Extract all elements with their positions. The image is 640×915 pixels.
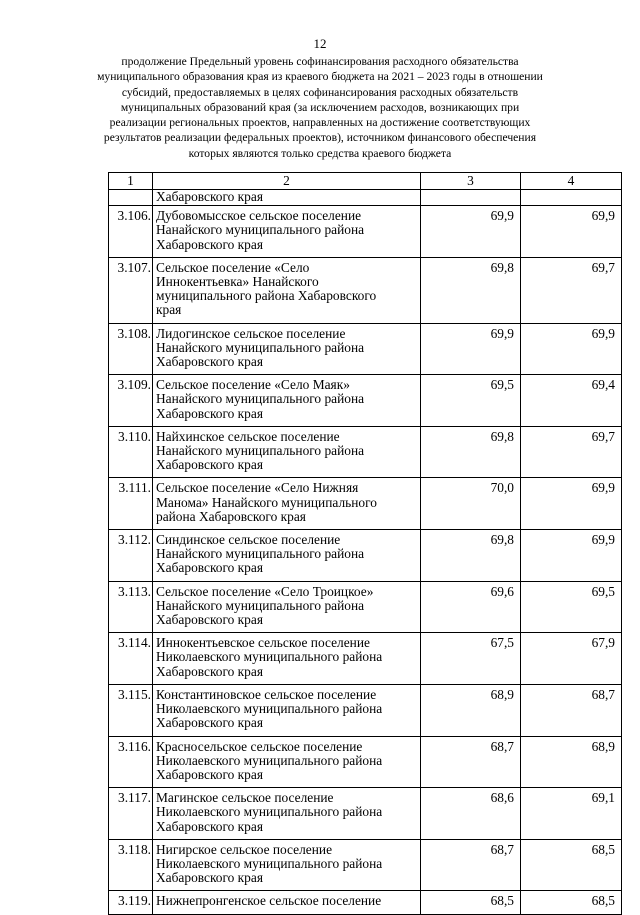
municipality-name xyxy=(153,190,421,206)
name-line: Красносельское сельское поселение xyxy=(156,738,363,754)
name-line: Синдинское сельское поселение xyxy=(156,532,341,548)
heading-line: субсидий, предоставляемых в целях софинансирования расходных обязательств xyxy=(121,85,519,99)
name-line: Нигирское сельское поселение xyxy=(156,841,333,857)
row-number: 3.109. xyxy=(109,375,153,427)
table-row xyxy=(109,684,622,736)
name-line: Константиновское сельское поселение xyxy=(156,686,377,702)
value-cell xyxy=(521,190,622,206)
municipality-name xyxy=(153,788,421,840)
name-line: Николаевского муниципального района xyxy=(156,804,383,820)
value-2021: 69,9 xyxy=(421,323,521,375)
column-number: 1 xyxy=(109,173,153,190)
table-row xyxy=(109,257,622,323)
name-line: Хабаровского края xyxy=(156,612,263,628)
row-number: 3.111. xyxy=(109,478,153,530)
value-2021: 68,6 xyxy=(421,788,521,840)
table-row xyxy=(109,736,622,788)
continuation-row xyxy=(109,190,622,206)
name-line: Иннокентьевское сельское поселение xyxy=(156,635,370,651)
table-row xyxy=(109,581,622,633)
table-row xyxy=(109,891,622,914)
name-line: Лидогинское сельское поселение xyxy=(156,325,346,341)
municipality-name xyxy=(153,257,421,323)
name-line: Николаевского муниципального района xyxy=(156,701,383,717)
name-line: Хабаровского края xyxy=(156,766,263,782)
value-2021: 68,9 xyxy=(421,684,521,736)
heading-line: муниципальных образований края (за исключением расходов, возникающих при xyxy=(120,100,520,114)
municipality-name xyxy=(153,375,421,427)
row-number: 3.114. xyxy=(109,633,153,685)
name-line: Хабаровского края xyxy=(156,189,263,204)
value-2022: 68,5 xyxy=(521,839,622,891)
subsidy-table xyxy=(108,172,622,915)
table-row xyxy=(109,839,622,891)
value-2021: 69,8 xyxy=(421,530,521,582)
name-line: района Хабаровского края xyxy=(156,508,306,524)
heading-line: которых являются только средства краевого бюджета xyxy=(188,146,452,160)
value-2022: 69,9 xyxy=(521,530,622,582)
value-2021: 68,7 xyxy=(421,736,521,788)
name-line: Нанайского муниципального района xyxy=(156,597,365,613)
value-2021: 69,9 xyxy=(421,206,521,258)
value-2021: 69,5 xyxy=(421,375,521,427)
municipality-name xyxy=(153,323,421,375)
value-2022: 68,5 xyxy=(521,891,622,914)
value-2021: 69,8 xyxy=(421,426,521,478)
name-line: Хабаровского края xyxy=(156,236,263,252)
name-line: Нанайского муниципального района xyxy=(156,443,365,459)
row-number: 3.118. xyxy=(109,839,153,891)
value-2022: 69,9 xyxy=(521,206,622,258)
name-line: Нанайского муниципального района xyxy=(156,391,365,407)
name-line: Хабаровского края xyxy=(156,715,263,731)
table-row xyxy=(109,530,622,582)
column-number: 2 xyxy=(153,173,421,190)
value-2021: 67,5 xyxy=(421,633,521,685)
municipality-name xyxy=(153,530,421,582)
heading-line: реализации региональных проектов, направленных на достижение соответствующих xyxy=(109,116,531,130)
value-2022: 69,9 xyxy=(521,478,622,530)
heading-line: продолжение Предельный уровень софинансирования расходного обязательства xyxy=(121,55,519,68)
value-2022: 69,9 xyxy=(521,323,622,375)
value-cell xyxy=(421,190,521,206)
heading-line: результатов реализации федеральных проектов), источником финансового обеспечения xyxy=(103,131,537,145)
name-line: Николаевского муниципального района xyxy=(156,855,383,871)
name-line: Сельское поселение «Село Троицкое» xyxy=(156,583,374,599)
value-2022: 69,1 xyxy=(521,788,622,840)
table-row xyxy=(109,788,622,840)
row-number: 3.112. xyxy=(109,530,153,582)
table-row xyxy=(109,478,622,530)
name-line: Дубовомысское сельское поселение xyxy=(156,208,362,224)
name-line: Иннокентьевка» Нанайского xyxy=(156,274,319,290)
name-line: Николаевского муниципального района xyxy=(156,649,383,665)
column-number-row xyxy=(109,173,622,190)
row-number: 3.115. xyxy=(109,684,153,736)
column-number: 3 xyxy=(421,173,521,190)
name-line: Нижнепронгенское сельское поселение xyxy=(156,893,382,909)
row-number: 3.117. xyxy=(109,788,153,840)
name-line: Сельское поселение «Село Нижняя xyxy=(156,480,359,496)
value-2022: 69,7 xyxy=(521,257,622,323)
row-number: 3.119. xyxy=(109,891,153,914)
value-2022: 68,7 xyxy=(521,684,622,736)
municipality-name xyxy=(153,478,421,530)
value-2022: 69,5 xyxy=(521,581,622,633)
value-2021: 70,0 xyxy=(421,478,521,530)
value-2021: 68,7 xyxy=(421,839,521,891)
municipality-name xyxy=(153,736,421,788)
municipality-name xyxy=(153,426,421,478)
row-number: 3.113. xyxy=(109,581,153,633)
name-line: Магинское сельское поселение xyxy=(156,790,334,806)
name-line: муниципального района Хабаровского xyxy=(156,288,377,304)
value-2022: 67,9 xyxy=(521,633,622,685)
value-2022: 69,4 xyxy=(521,375,622,427)
row-number: 3.110. xyxy=(109,426,153,478)
table-row xyxy=(109,323,622,375)
name-line: Хабаровского края xyxy=(156,663,263,679)
table-row xyxy=(109,633,622,685)
value-2021: 69,6 xyxy=(421,581,521,633)
value-2022: 69,7 xyxy=(521,426,622,478)
name-line: Хабаровского края xyxy=(156,405,263,421)
document-heading xyxy=(95,54,545,161)
municipality-name xyxy=(153,206,421,258)
value-2021: 68,5 xyxy=(421,891,521,914)
page-number: 12 xyxy=(313,36,327,51)
name-line: Хабаровского края xyxy=(156,870,263,886)
row-number xyxy=(109,190,153,206)
row-number: 3.107. xyxy=(109,257,153,323)
municipality-name xyxy=(153,839,421,891)
municipality-name xyxy=(153,684,421,736)
name-line: Найхинское сельское поселение xyxy=(156,428,340,444)
row-number: 3.116. xyxy=(109,736,153,788)
name-line: Нанайского муниципального района xyxy=(156,546,365,562)
municipality-name xyxy=(153,581,421,633)
heading-line: муниципального образования края из краевого бюджета на 2021 – 2023 годы в отношении xyxy=(97,70,543,84)
municipality-name xyxy=(153,633,421,685)
row-number: 3.108. xyxy=(109,323,153,375)
name-line: Хабаровского края xyxy=(156,354,263,370)
table-row xyxy=(109,206,622,258)
value-2021: 69,8 xyxy=(421,257,521,323)
row-number: 3.106. xyxy=(109,206,153,258)
value-2022: 68,9 xyxy=(521,736,622,788)
table-row xyxy=(109,375,622,427)
name-line: Манома» Нанайского муниципального xyxy=(156,494,377,510)
name-line: края xyxy=(156,302,182,318)
name-line: Нанайского муниципального района xyxy=(156,339,365,355)
name-line: Хабаровского края xyxy=(156,560,263,576)
table-row xyxy=(109,426,622,478)
name-line: Сельское поселение «Село xyxy=(156,259,310,275)
name-line: Сельское поселение «Село Маяк» xyxy=(156,377,350,393)
name-line: Хабаровского края xyxy=(156,818,263,834)
name-line: Николаевского муниципального района xyxy=(156,752,383,768)
name-line: Нанайского муниципального района xyxy=(156,222,365,238)
column-number: 4 xyxy=(521,173,622,190)
name-line: Хабаровского края xyxy=(156,457,263,473)
municipality-name xyxy=(153,891,421,914)
